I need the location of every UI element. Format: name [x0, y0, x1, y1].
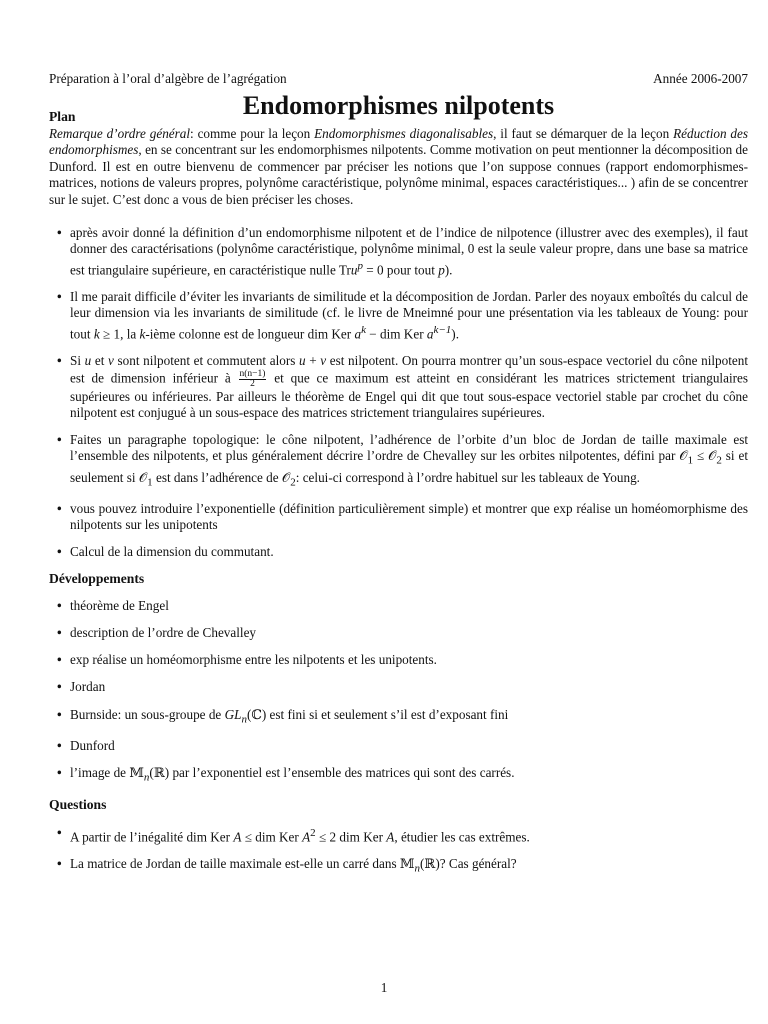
- plan-list: [49, 225, 748, 561]
- bullet-icon: •: [57, 500, 62, 516]
- bullet-icon: •: [57, 765, 62, 781]
- bullet-icon: •: [57, 706, 62, 722]
- list-item: • vous pouvez introduire l’exponentielle (définition particulièrement simple) et montrer que exp réalise un homéomorphisme des nilpotents sur les unipotents: [57, 500, 748, 533]
- questions-list: [49, 825, 748, 877]
- list-item: • Jordan: [57, 679, 106, 695]
- bullet-icon: •: [57, 679, 62, 695]
- section-questions-heading: Questions: [49, 797, 107, 813]
- intro-paragraph: Remarque d’ordre général: comme pour la leçon Endomorphismes diagonalisables, il faut se démarquer de la leçon Réduction des endomorphismes, en se concentrant sur les endomorphismes nilpotents. Comme motivation on peut mentionner la décomposition de Dunford. Il est en outre bienvenu de commencer par préciser les notions que l’on suppose connues (rapport endomorphismes-matrices, notions de valeurs propres, polynôme caractéristique, polynôme minimal, espaces caractéristiques... ) afin de se concentrer sur le sujet. C’est donc a vous de bien préciser les choses.: [49, 125, 748, 207]
- bullet-icon: •: [57, 855, 62, 871]
- list-item: • Faites un paragraphe topologique: le cône nilpotent, l’adhérence de l’orbite d’un bloc de Jordan de taille maximale est l’ensemble des nilpotents, et plus généralement décrire l’ordre de Chevalley sur les orbites nilpotentes, défini par 𝒪$_1$ ≤ 𝒪$_2$ si et seulement si 𝒪$_1$ est dans l’adhérence de 𝒪$_2$: celui-ci correspond à l’ordre habituel sur les tableaux de Young.: [57, 431, 748, 489]
- bullet-icon: •: [57, 652, 62, 668]
- list-item: • A partir de l’inégalité dim Ker A ≤ dim Ker $A^2 \le 2$ dim Ker A, étudier les cas extrêmes.: [57, 824, 530, 845]
- bullet-icon: •: [57, 543, 62, 559]
- bullet-icon: •: [57, 431, 62, 447]
- list-item: • La matrice de Jordan de taille maximale est-elle un carré dans 𝕄$_n$(ℝ)? Cas général?: [57, 855, 517, 875]
- list-item: • Burnside: un sous-groupe de $GL_n(ℂ)$ est fini si et seulement s’il est d’exposant fini: [57, 706, 509, 726]
- page-number: 1: [380, 980, 388, 995]
- developpements-list: [49, 598, 748, 786]
- header-right: Année 2006-2007: [653, 71, 748, 86]
- bullet-icon: •: [57, 352, 62, 368]
- bullet-icon: •: [57, 824, 62, 840]
- bullet-icon: •: [57, 625, 62, 641]
- list-item: • description de l’ordre de Chevalley: [57, 625, 257, 641]
- list-item: • Si u et v sont nilpotent et commutent alors u + v est nilpotent. On pourra montrer qu’un sous-espace vectoriel du cône nilpotent est de dimension inférieur à $\frac{n(n-1)}{2}$ et que ce maximum est atteint en considérant les matrices strictement triangulaires supérieures ou inférieures. Par ailleurs le théorème de Engel qui dit que tout sous-espace vectoriel stable par crochet du cône nilpotent est conjugué à un sous-espace des matrices strictement triangulaires supérieures.: [57, 352, 749, 421]
- section-plan-heading: Plan: [49, 109, 76, 124]
- bullet-icon: •: [57, 598, 62, 614]
- section-developpements-heading: Développements: [49, 570, 145, 586]
- bullet-icon: •: [57, 288, 62, 304]
- bullet-icon: •: [57, 738, 62, 754]
- list-item: • l’image de 𝕄$_n$(ℝ) par l’exponentiel est l’ensemble des matrices qui sont des carrés.: [57, 765, 515, 784]
- document-page: [49, 71, 748, 887]
- list-item: • théorème de Engel: [57, 598, 169, 614]
- list-item: • Dunford: [57, 738, 115, 754]
- page-title: Endomorphismes nilpotents: [242, 91, 555, 120]
- list-item: • Il me parait difficile d’éviter les invariants de similitude et la décomposition de Jordan. Parler des noyaux emboîtés du calcul de leur dimension via les invariants de similitude (cf. le livre de Mneimné pour une présentation via les tableaux de Young: pour tout k ≥ 1, la k-ième colonne est de longueur dim Ker $a^k$ − dim Ker $a^{k-1}$).: [57, 288, 748, 342]
- page-header: [49, 71, 748, 87]
- list-item: • Calcul de la dimension du commutant.: [57, 543, 274, 559]
- list-item: • après avoir donné la définition d’un endomorphisme nilpotent et de l’indice de nilpotence (illustrer avec des exemples), il faut donner des caractérisations (polynôme caractéristique, polynôme minimal, 0 est la seule valeur propre, dans une base sa matrice est triangulaire supérieure, en caractéristique nulle Tru$^p$ = 0 pour tout p).: [57, 224, 748, 278]
- fraction: $\frac{n(n-1)}{2}$: [239, 368, 266, 389]
- list-item: • exp réalise un homéomorphisme entre les nilpotents et les unipotents.: [57, 652, 437, 668]
- bullet-icon: •: [57, 224, 62, 240]
- header-left: Préparation à l’oral d’algèbre de l’agrégation: [49, 71, 287, 86]
